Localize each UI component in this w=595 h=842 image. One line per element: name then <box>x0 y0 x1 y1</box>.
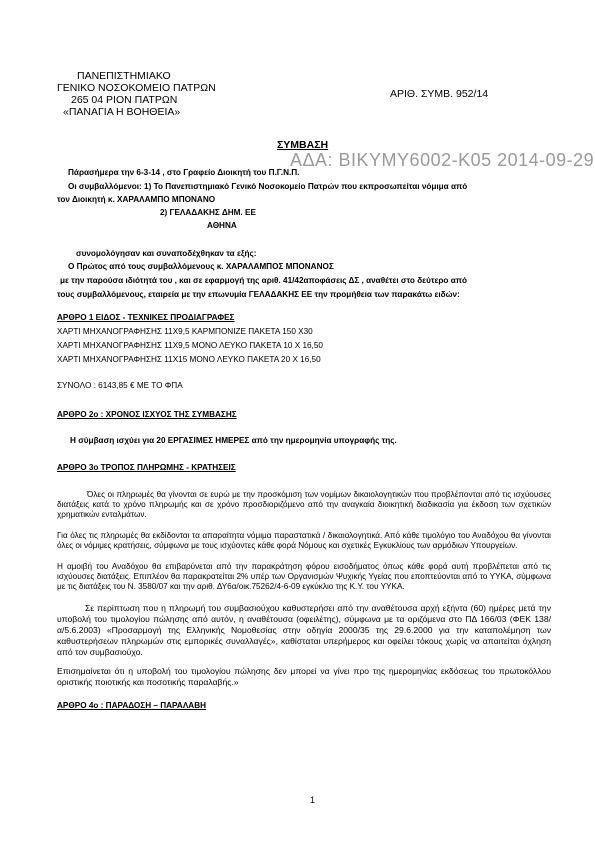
intro-party2-city: ΑΘΗΝΑ <box>207 221 237 230</box>
intro-director-line: τον Διοικητή κ. ΧΑΡΑΛΑΜΠΟ ΜΠΟΝΑΝΟ <box>57 195 216 204</box>
article1-total: ΣΥΝΟΛΟ : 6143,85 € ΜΕ ΤΟ ΦΠΑ <box>57 381 183 390</box>
page-number: 1 <box>310 795 316 805</box>
document-title: ΣΥΜΒΑΣΗ <box>277 139 329 151</box>
intro-date-line: Πάρασήμερα την 6-3-14 , στο Γραφείο Διοικητή του Π.Γ.Ν.Π. <box>68 168 300 177</box>
article3-paragraph: Για όλες τις πληρωμές θα εκδίδονται τα απαραίτητα νόμιμα παραστατικά / δικαιολογητικά. Από κάθε τιμολόγιο του Αναδόχου θα γίνονται όλες οι νόμιμες κρατήσεις, σύμφωνα με τους ισχύοντες κάθε φορά Νόμους και σχετικές Εγκυκλίους των αρμόδιων Υπουργείων. <box>57 531 551 550</box>
agreement-line1: συνομολόγησαν και συναποδέχθηκαν τα εξής: <box>76 249 257 258</box>
ada-watermark: ΑΔΑ: ΒΙΚΥΜΥ6002-Κ05 2014-09-29 <box>290 150 595 170</box>
article1-item: ΧΑΡΤΙ ΜΗΧΑΝΟΓΡΑΦΗΣΗΣ 11Χ9,5 ΚΑΡΜΠΟΝΙΖΕ ΠΑΚΕΤΑ 150 Χ30 <box>57 327 313 336</box>
agreement-line3: με την παρούσα ιδιότητά του , και σε εφαρμογή της αριθ. 41/42αποφάσεις ΔΣ , αναθέτει στο δεύτερο από <box>60 276 468 285</box>
article2-text: Η σύμβαση ισχύει για 20 ΕΡΓΑΣΙΜΕΣ ΗΜΕΡΕΣ από την ημερομηνία υπογραφής της. <box>70 436 397 445</box>
article1-item: ΧΑΡΤΙ ΜΗΧΑΝΟΓΡΑΦΗΣΗΣ 11Χ15 ΜΟΝΟ ΛΕΥΚΟ ΠΑΚΕΤΑ 20 Χ 16,50 <box>57 355 321 364</box>
org-nickname: «ΠΑΝΑΓΙΑ Η ΒΟΗΘΕΙΑ» <box>63 106 181 118</box>
article3-paragraph: Επισημαίνεται ότι η υποβολή του τιμολογίου πώλησης δεν μπορεί να γίνει προ της ημερομηνίας εκδόσεως του πρωτοκόλλου οριστικής ποιοτικής και ποσοτικής παραλαβής.» <box>57 666 551 687</box>
article3-paragraph: Όλες οι πληρωμές θα γίνονται σε ευρώ με την προσκόμιση των νομίμων δικαιολογητικών που προβλέπονται από τις ισχύουσες διατάξεις κατά το χρόνο πληρωμής και σε χρόνο προσδιοριζόμενο από την αναγκαία διοικητική διαδικασία για έκδοση των σχετικών χρηματικών ενταλμάτων. <box>57 490 551 519</box>
article4-heading: ΑΡΘΡΟ 4ο : ΠΑΡΑΔΟΣΗ – ΠΑΡΑΛΑΒΗ <box>57 701 207 710</box>
article3-paragraph: Σε περίπτωση που η πληρωμή του συμβασιούχου καθυστερήσει από την αναθέτουσα αρχή εξήντα (60) ημέρες μετά την υποβολή του τιμολογίου πώλησης από αυτόν, η αναθέτουσα (οφειλέτης), σύμφωνα με τα οριζόμενα στο ΠΔ 166/03 (ΦΕΚ 138/α/5.6.2003) «Προσαρμογή της Ελληνικής Νομοθεσίας στην οδηγία 2000/35 της 29.6.2000 για την καταπολέμηση των καθυστερήσεων πληρωμών στις εμπορικές συναλλαγές», καθίσταται υπερήμερος και οφείλει τόκους χωρίς να απαιτείται όχληση από τον συμβασιούχο. <box>57 603 551 657</box>
article3-heading: ΑΡΘΡΟ 3ο ΤΡΟΠΟΣ ΠΛΗΡΩΜΗΣ - ΚΡΑΤΗΣΕΙΣ <box>57 463 236 472</box>
org-address: 265 04 ΡΙΟΝ ΠΑΤΡΩΝ <box>71 94 178 106</box>
article1-item: ΧΑΡΤΙ ΜΗΧΑΝΟΓΡΑΦΗΣΗΣ 11Χ9,5 ΜΟΝΟ ΛΕΥΚΟ ΠΑΚΕΤΑ 10 Χ 16,50 <box>57 341 323 350</box>
org-name-line2: ΓΕΝΙΚΟ ΝΟΣΟΚΟΜΕΙΟ ΠΑΤΡΩΝ <box>57 82 216 94</box>
intro-party2: 2) ΓΕΛΑΔΑΚΗΣ ΔΗΜ. ΕΕ <box>160 208 256 217</box>
agreement-line2: Ο Πρώτος από τους συμβαλλόμενους κ. ΧΑΡΑΛΑΜΠΟΣ ΜΠΟΝΑΝΟΣ <box>68 262 334 271</box>
agreement-line4: τους συμβαλλόμενους, εταιρεία με την επωνυμία ΓΕΛΑΔΑΚΗΣ ΕΕ την προμήθεια των παρακάτω ειδών: <box>57 290 460 299</box>
article1-heading: ΑΡΘΡΟ 1 ΕΙΔΟΣ - ΤΕΧΝΙΚΕΣ ΠΡΟΔΙΑΓΡΑΦΕΣ <box>57 313 235 322</box>
contract-number: ΑΡΙΘ. ΣΥΜΒ. 952/14 <box>390 88 489 100</box>
article3-paragraph: Η αμοιβή του Αναδόχου θα επιβαρύνεται από την παρακράτηση φόρου εισοδήματος όπως κάθε φορά αυτή προβλέπεται από τις ισχύουσες διατάξεις. Επιπλέον θα παρακρατείται 2% υπέρ των Οργανισμών Ψυχικής Υγείας που εποπτεύονται από το ΥΥΚΑ, σύμφωνα με τις διατάξεις του Ν. 3580/07 και την αριθ. ΔΥ6α/οικ.75262/4-6-09 εγκύκλιο της Κ.Υ. του ΥΥΚΑ. <box>57 562 551 591</box>
org-name-line1: ΠΑΝΕΠΙΣΤΗΜΙΑΚΟ <box>77 70 171 82</box>
article2-heading: ΑΡΘΡΟ 2ο : ΧΡΟΝΟΣ ΙΣΧΥΟΣ ΤΗΣ ΣΥΜΒΑΣΗΣ <box>57 410 237 419</box>
intro-parties-line: Οι συμβαλλόμενοι: 1) Το Πανεπιστημιακό Γενικό Νοσοκομείο Πατρών που εκπροσωπείται νόμιμα από <box>68 182 468 191</box>
